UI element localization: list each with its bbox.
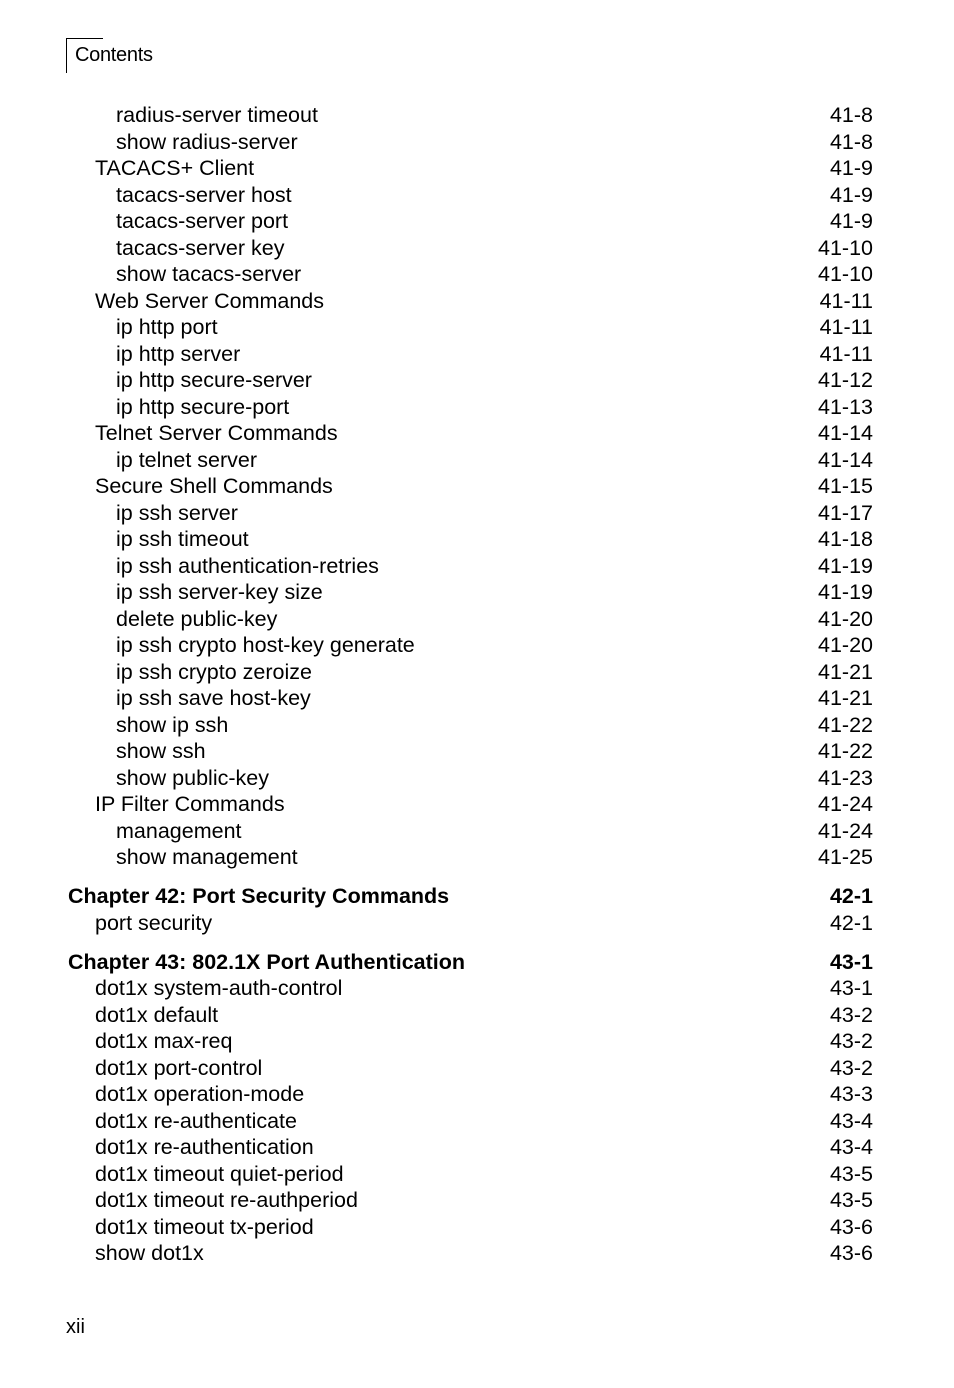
toc-entry-page: 41-18: [818, 527, 873, 551]
toc-entry[interactable]: [0, 1055, 954, 1081]
toc-entry-page: 41-22: [818, 712, 873, 737]
toc-entry-page: 41-11: [819, 315, 873, 339]
toc-entry[interactable]: [0, 182, 954, 208]
toc-entry[interactable]: [0, 632, 954, 658]
toc-entry-page: 42-1: [829, 884, 873, 908]
toc-entry-page: 41-9: [829, 209, 873, 233]
toc-entry-title: show tacacs-server: [116, 262, 302, 286]
toc-entry-page: 41-8: [829, 103, 873, 127]
toc-entry-title: show ip ssh: [116, 712, 229, 737]
toc-entry-title: show radius-server: [116, 129, 298, 154]
toc-entry-title: delete public-key: [116, 606, 278, 631]
toc-entry-page: 43-1: [829, 976, 873, 1000]
toc-entry-page: 41-14: [818, 447, 873, 472]
toc-entry[interactable]: [0, 818, 954, 844]
toc-entry-title: ip ssh crypto zeroize: [116, 659, 312, 684]
toc-entry[interactable]: [0, 606, 954, 632]
toc-entry-page: 41-10: [818, 235, 873, 260]
toc-entry-page: 41-21: [818, 659, 873, 684]
running-header: Contents: [75, 44, 153, 66]
toc-entry[interactable]: [0, 447, 954, 473]
toc-entry[interactable]: [0, 341, 954, 367]
toc-entry[interactable]: [0, 367, 954, 393]
toc-entry[interactable]: [0, 420, 954, 446]
toc-entry-title: ip ssh server-key size: [116, 580, 323, 604]
toc-entry-title: dot1x operation-mode: [95, 1082, 305, 1106]
toc-entry-page: 43-5: [829, 1188, 873, 1212]
toc-entry-page: 41-13: [818, 394, 873, 419]
toc-entry-title: ip http secure-port: [116, 394, 290, 419]
toc-entry-page: 41-19: [818, 580, 873, 604]
toc-entry-title: ip http port: [116, 315, 218, 339]
toc-entry-page: 41-11: [819, 288, 873, 313]
toc-entry[interactable]: [0, 685, 954, 711]
toc-entry-page: 43-4: [829, 1108, 873, 1133]
toc-entry-title: dot1x timeout quiet-period: [95, 1161, 344, 1186]
toc-entry[interactable]: [0, 1002, 954, 1028]
toc-entry-page: 41-9: [829, 182, 873, 207]
toc-entry[interactable]: [0, 235, 954, 261]
toc-entry-title: dot1x timeout re-authperiod: [95, 1188, 358, 1212]
toc-entry[interactable]: [0, 314, 954, 340]
toc-entry-title: ip ssh authentication-retries: [116, 553, 379, 578]
toc-entry-title: show dot1x: [95, 1241, 204, 1265]
toc-entry-title: dot1x max-req: [95, 1029, 233, 1053]
toc-entry-page: 41-20: [818, 606, 873, 631]
toc-entry-title: IP Filter Commands: [95, 792, 285, 816]
toc-entry[interactable]: [0, 910, 954, 936]
toc-entry-page: 41-11: [819, 341, 873, 366]
toc-entry[interactable]: [0, 1161, 954, 1187]
toc-entry[interactable]: [0, 102, 954, 128]
toc-entry[interactable]: [0, 712, 954, 738]
toc-entry-page: 41-17: [818, 500, 873, 525]
toc-entry[interactable]: [0, 526, 954, 552]
toc-entry[interactable]: [0, 473, 954, 499]
toc-entry[interactable]: [0, 1134, 954, 1160]
toc-entry-title: dot1x re-authenticate: [95, 1108, 297, 1133]
toc-entry-page: 41-20: [818, 633, 873, 657]
toc-entry-title: tacacs-server port: [116, 209, 289, 233]
toc-entry-title: ip ssh server: [116, 500, 238, 525]
toc-entry-page: 43-6: [829, 1241, 873, 1265]
toc-entry[interactable]: [0, 738, 954, 764]
toc-entry[interactable]: [0, 1187, 954, 1213]
toc-entry-page: 43-5: [829, 1161, 873, 1186]
toc-entry-page: 41-25: [818, 845, 873, 869]
toc-entry-title: ip http server: [116, 341, 241, 366]
page-number: xii: [66, 1316, 85, 1338]
toc-entry-title: show ssh: [116, 739, 206, 763]
toc-entry[interactable]: [0, 288, 954, 314]
toc-entry-title: port security: [95, 910, 213, 935]
toc-entry[interactable]: [0, 261, 954, 287]
toc-entry-title: ip http secure-server: [116, 368, 312, 392]
toc-entry-page: 42-1: [829, 910, 873, 935]
toc-entry-page: 41-24: [818, 818, 873, 843]
toc-entry-title: Chapter 43: 802.1X Port Authentication: [68, 949, 466, 974]
toc-entry[interactable]: [0, 500, 954, 526]
toc-entry-title: Chapter 42: Port Security Commands: [68, 884, 450, 908]
toc-entry[interactable]: [0, 659, 954, 685]
toc-entry-page: 41-10: [818, 262, 873, 286]
toc-chapter-entry[interactable]: [0, 883, 954, 909]
toc-entry-page: 41-15: [818, 474, 873, 498]
toc-entry[interactable]: [0, 1240, 954, 1266]
toc-entry-page: 41-23: [818, 765, 873, 790]
toc-entry-page: 41-12: [818, 368, 873, 392]
toc-entry-page: 43-1: [829, 949, 873, 974]
toc-entry[interactable]: [0, 765, 954, 791]
toc-entry[interactable]: [0, 975, 954, 1001]
toc-entry-title: ip ssh save host-key: [116, 686, 311, 710]
toc-entry[interactable]: [0, 553, 954, 579]
toc-entry-title: ip ssh crypto host-key generate: [116, 633, 415, 657]
toc-entry-page: 41-8: [829, 129, 873, 154]
toc-entry-title: dot1x port-control: [95, 1055, 263, 1080]
toc-entry[interactable]: [0, 579, 954, 605]
toc-entry-title: dot1x default: [95, 1002, 219, 1027]
toc-entry-page: 41-21: [818, 686, 873, 710]
toc-entry-page: 41-19: [818, 553, 873, 578]
toc-entry[interactable]: [0, 844, 954, 870]
toc-entry-title: show management: [116, 845, 298, 869]
toc-entry-page: 41-24: [818, 792, 873, 816]
toc-entry-page: 43-2: [829, 1002, 873, 1027]
toc-entry-title: management: [116, 818, 242, 843]
toc-entry-page: 43-6: [829, 1214, 873, 1239]
toc-entry-title: dot1x re-authentication: [95, 1135, 314, 1159]
toc-entry-title: Web Server Commands: [95, 288, 325, 313]
toc-entry-title: Secure Shell Commands: [95, 474, 333, 498]
toc-entry[interactable]: [0, 1081, 954, 1107]
toc-entry[interactable]: [0, 791, 954, 817]
toc-entry-title: show public-key: [116, 765, 269, 790]
toc-entry[interactable]: [0, 1214, 954, 1240]
toc-entry-title: tacacs-server host: [116, 182, 292, 207]
toc-entry[interactable]: [0, 1028, 954, 1054]
toc-entry[interactable]: [0, 129, 954, 155]
toc-entry-title: tacacs-server key: [116, 235, 285, 260]
toc-entry-page: 43-4: [829, 1135, 873, 1159]
toc-entry[interactable]: [0, 394, 954, 420]
toc-entry-page: 41-9: [829, 156, 873, 180]
toc-entry-title: ip ssh timeout: [116, 527, 249, 551]
toc-entry-title: TACACS+ Client: [95, 156, 255, 180]
toc-entry-title: ip telnet server: [116, 447, 258, 472]
toc-entry-page: 41-14: [818, 421, 873, 445]
toc-entry-page: 43-2: [829, 1055, 873, 1080]
toc-entry[interactable]: [0, 208, 954, 234]
toc-entry[interactable]: [0, 155, 954, 181]
toc-entry-page: 43-2: [829, 1029, 873, 1053]
toc-entry[interactable]: [0, 1108, 954, 1134]
toc-entry-title: dot1x system-auth-control: [95, 976, 343, 1000]
toc-entry-page: 41-22: [818, 739, 873, 763]
toc-chapter-entry[interactable]: [0, 949, 954, 975]
toc-entry-title: dot1x timeout tx-period: [95, 1214, 314, 1239]
toc-entry-page: 43-3: [829, 1082, 873, 1106]
toc-entry-title: radius-server timeout: [116, 103, 318, 127]
toc-entry-title: Telnet Server Commands: [95, 421, 338, 445]
